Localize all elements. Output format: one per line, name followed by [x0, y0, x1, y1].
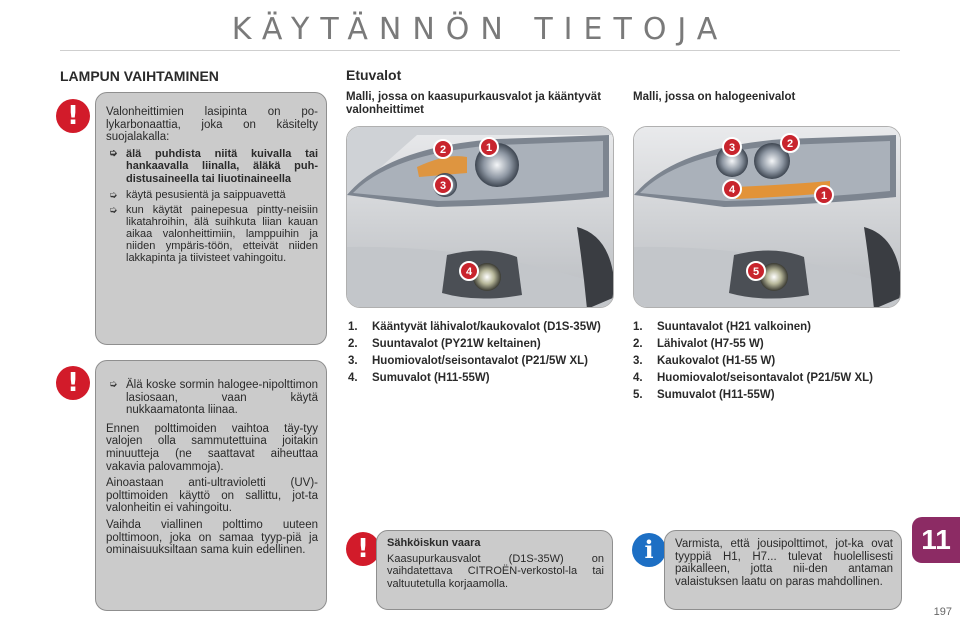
list-item: 1. Kääntyvät lähivalot/kaukovalot (D1S-35W): [348, 321, 601, 333]
svg-text:4: 4: [465, 266, 473, 278]
headlight-photo-halogen: [633, 126, 901, 308]
headlight-illustration: [347, 127, 614, 308]
danger-box-electric: [376, 530, 613, 610]
warning-box-bulbs: [95, 360, 327, 611]
warning-box-lens: [95, 92, 327, 345]
warning-bullet: ➭ Älä koske sormin halogee-nipolttimon lasiosaan, vaan käytä nukkaamatonta liinaa.: [109, 379, 318, 417]
bulb-callout-3: [723, 138, 741, 156]
arrow-bullet-icon: ➭: [109, 205, 118, 217]
header-divider: [60, 50, 900, 51]
warning-paragraph: Ainoastaan anti-ultravioletti (UV)-polttimoiden käyttö on sallittu, jot-ta valonheitin ei vahingoitu.: [106, 477, 318, 515]
section-title-lamp-change: LAMPUN VAIHTAMINEN: [60, 68, 219, 84]
bulb-callout-4: [723, 180, 741, 198]
danger-text: Kaasupurkausvalot (D1S-35W) on vaihdatettava CITROËN-verkostol-la tai valtuutetulla korjaamolla.: [387, 552, 604, 590]
bulb-callout-3: [434, 176, 452, 194]
svg-text:3: 3: [439, 180, 447, 192]
svg-text:4: 4: [728, 184, 736, 196]
warning-icon: !: [56, 99, 90, 133]
bulb-list-halogen: [633, 321, 903, 406]
svg-text:1: 1: [820, 190, 828, 202]
bulb-callout-5: [747, 262, 765, 280]
bulb-callout-2: [781, 134, 799, 152]
arrow-bullet-icon: ➭: [109, 189, 118, 201]
info-icon: i: [632, 533, 666, 567]
warning-bullet: ➭ älä puhdista niitä kuivalla tai hankaavalla liinalla, äläkä puh-distusaineella tai liuotinaineella: [109, 147, 318, 185]
svg-text:5: 5: [752, 266, 760, 278]
list-item: 4. Sumuvalot (H11-55W): [348, 372, 490, 384]
list-item: 3. Huomiovalot/seisontavalot (P21/5W XL): [348, 355, 588, 367]
warning-icon: !: [56, 366, 90, 400]
bulb-callout-2: [434, 140, 452, 158]
warning-icon: !: [346, 532, 380, 566]
list-item: 2. Lähivalot (H7-55 W): [633, 338, 764, 350]
arrow-bullet-icon: ➭: [109, 147, 118, 159]
headlight-photo-xenon: [346, 126, 614, 308]
svg-text:2: 2: [439, 144, 447, 156]
list-item: 1. Suuntavalot (H21 valkoinen): [633, 321, 812, 333]
svg-text:1: 1: [485, 142, 493, 154]
warning-bullet: ➭ käytä pesusientä ja saippuavettä: [109, 188, 286, 201]
bulb-callout-1: [815, 186, 833, 204]
section-title-headlights: Etuvalot: [346, 67, 402, 83]
warning-intro: Valonheittimien lasipinta on po-lykarbonaattia, joka on käsitelty suojalakalla:: [106, 106, 318, 144]
headlight-illustration: [634, 127, 901, 308]
warning-bullet: ➭ kun käytät painepesua pintty-neisiin likatahroihin, älä suihkuta liian kauan aikaa valonheittimiin, lamppuihin ja niiden ympäris-töön, etteivät niiden lakkapinta ja tiivisteet vahingoitu.: [109, 204, 318, 264]
subtitle-halogen: Malli, jossa on halogeenivalot: [633, 91, 796, 103]
svg-text:3: 3: [728, 142, 736, 154]
subtitle-xenon: Malli, jossa on kaasupurkausvalot ja kääntyvät valonheittimet: [346, 91, 602, 116]
page-title: KÄYTÄNNÖN TIETOJA: [231, 12, 729, 47]
bulb-callout-1: [480, 138, 498, 156]
danger-title: Sähköiskun vaara: [387, 537, 481, 549]
info-text: Varmista, että jousipolttimot, jot-ka ovat tyyppiä H1, H7... tulevat huolellisesti paikalleen, jotta nii-den antaman valaistuksen laatu on paras mahdollinen.: [675, 538, 893, 588]
svg-text:2: 2: [786, 138, 794, 150]
warning-paragraph: Vaihda viallinen polttimo uuteen polttimoon, joka on samaa tyyp-piä ja ominaisuuksiltaan sama kuin edellinen.: [106, 518, 318, 557]
bulb-callout-4: [460, 262, 478, 280]
list-item: 3. Kaukovalot (H1-55 W): [633, 355, 776, 367]
list-item: 2. Suuntavalot (PY21W keltainen): [348, 338, 541, 350]
warning-paragraph: Ennen polttimoiden vaihtoa täy-tyy valojen olla sammutettuina joitakin minuutteja (ne saattavat aiheuttaa vakavia palovammoja).: [106, 422, 318, 473]
info-box-bulbs: [664, 530, 902, 610]
page-number: 197: [933, 606, 952, 618]
arrow-bullet-icon: ➭: [109, 379, 118, 390]
list-item: 4. Huomiovalot/seisontavalot (P21/5W XL): [633, 372, 873, 384]
list-item: 5. Sumuvalot (H11-55W): [633, 389, 775, 401]
chapter-tab: 11: [912, 517, 960, 563]
bulb-list-xenon: [348, 321, 618, 389]
